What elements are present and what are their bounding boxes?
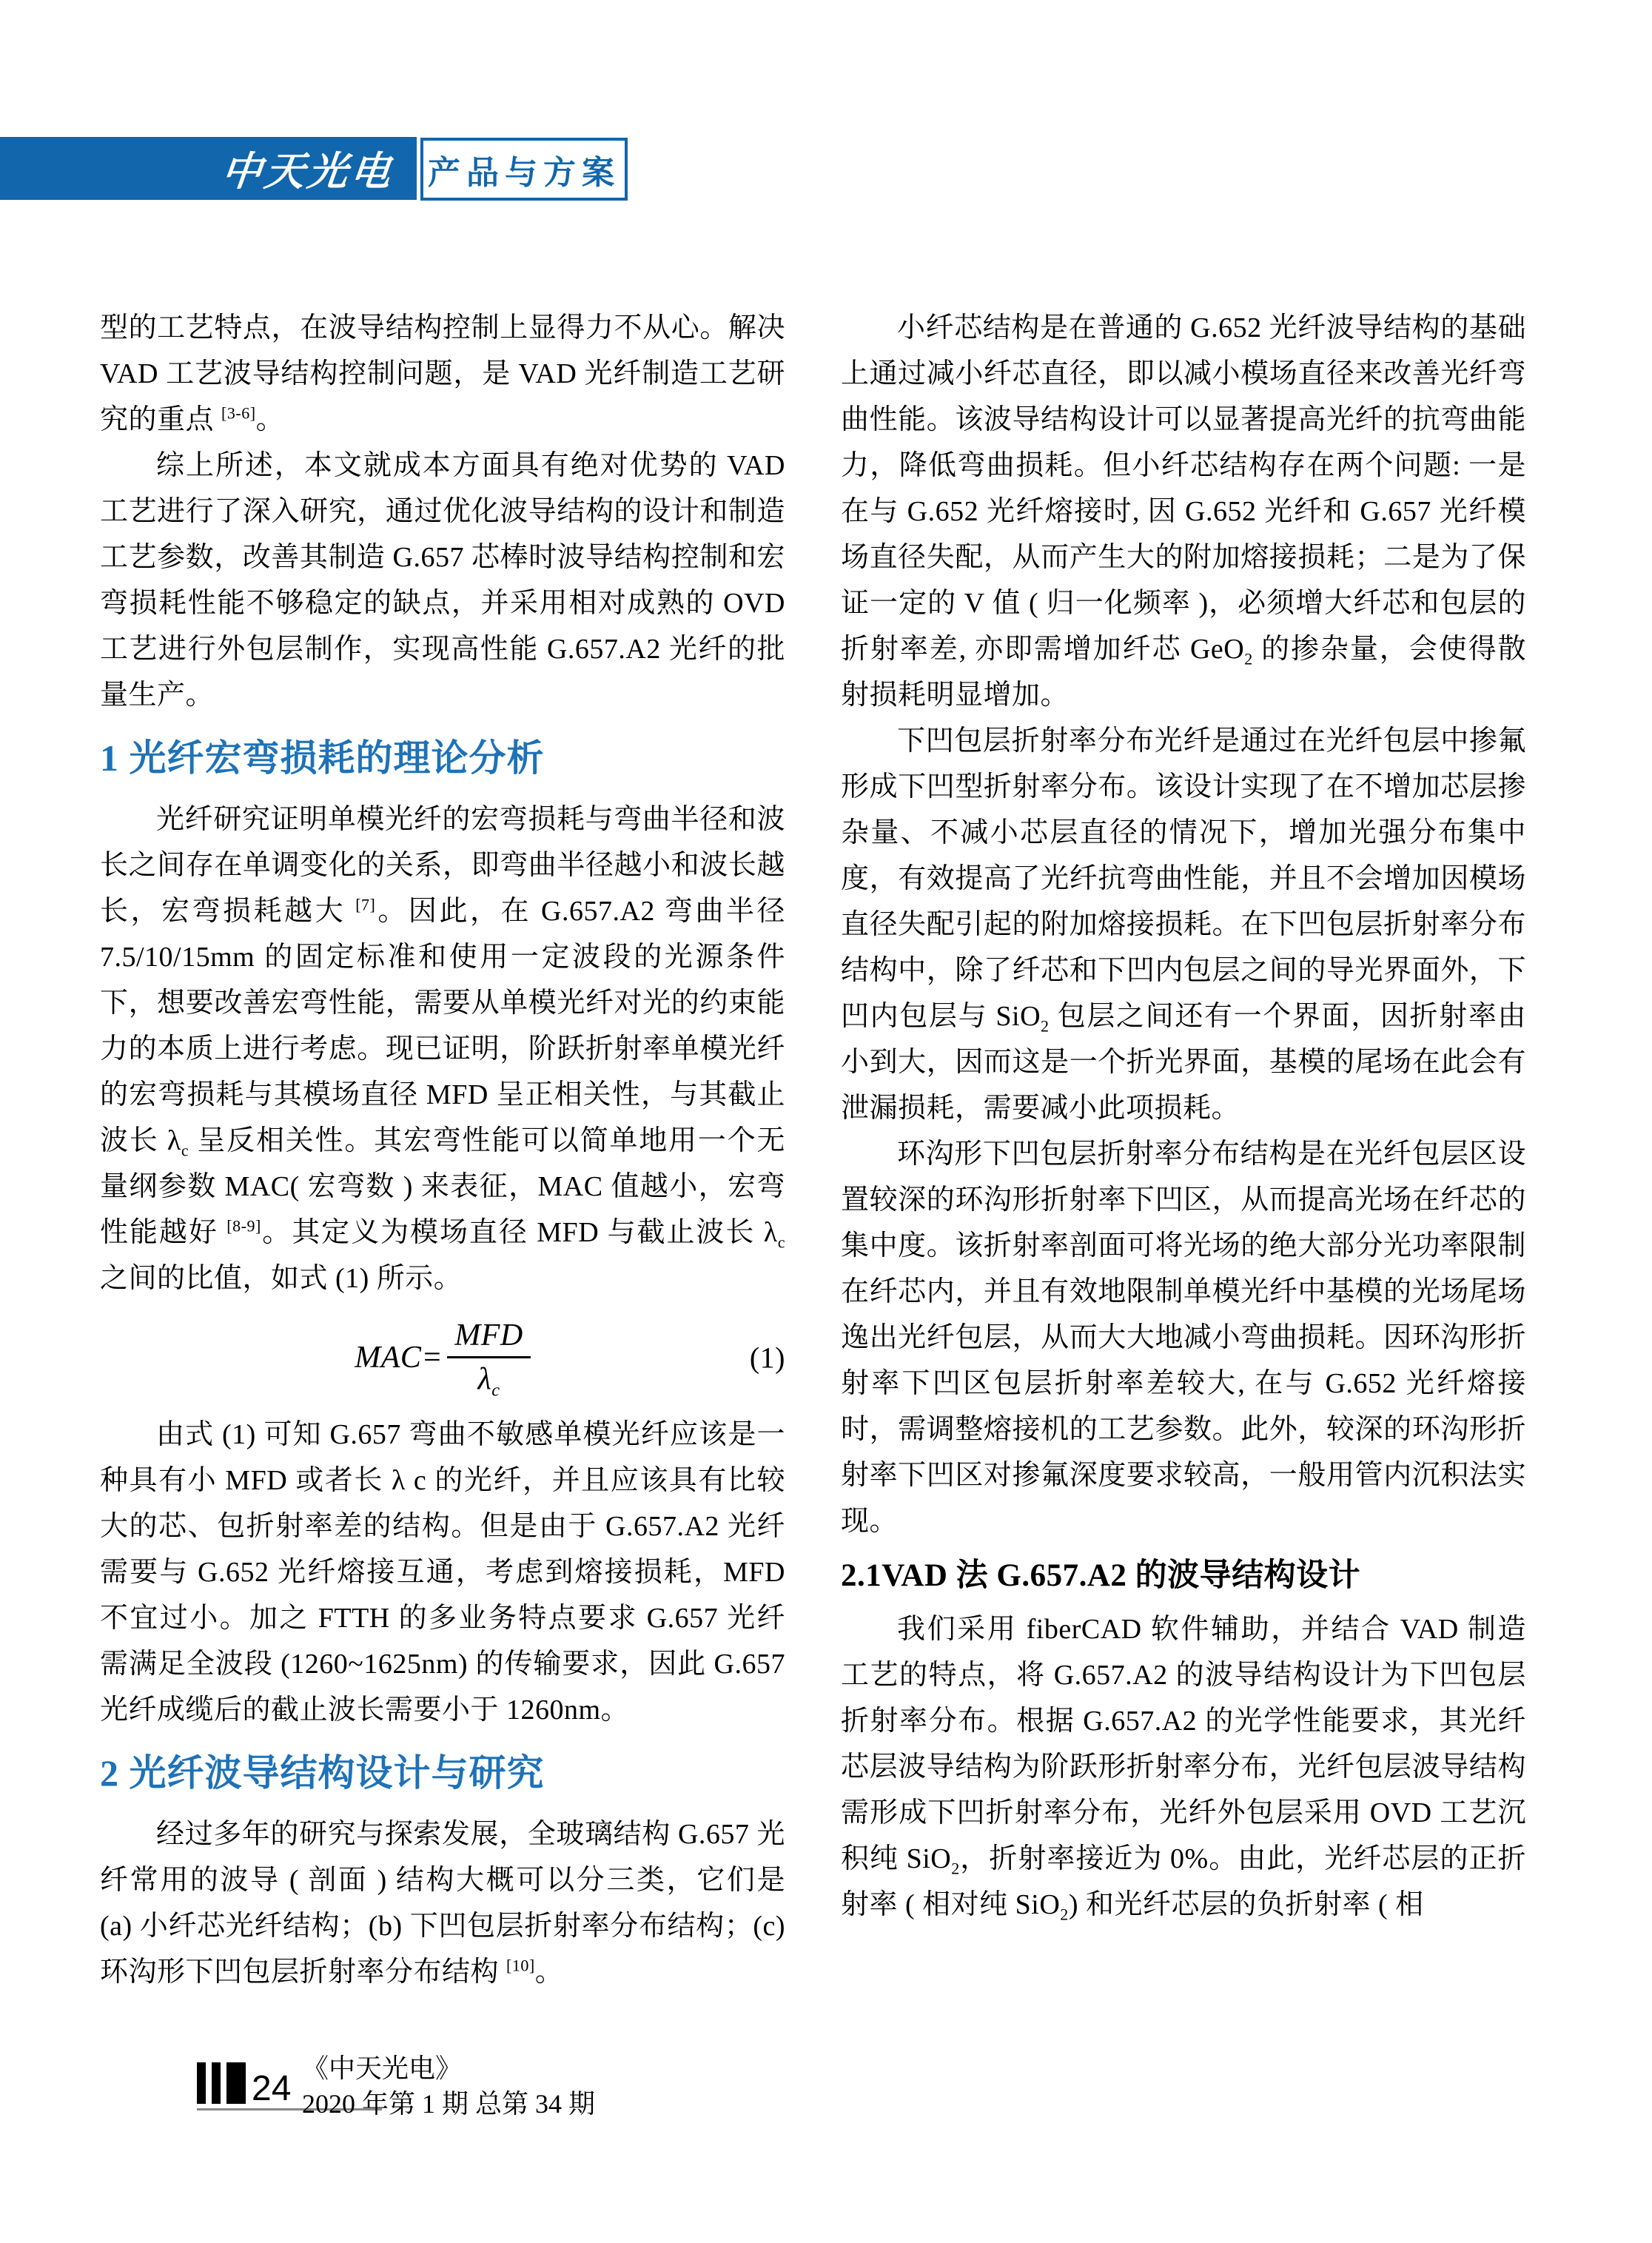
chemical-subscript: 2 — [951, 1859, 960, 1878]
chemical-subscript: c — [181, 1141, 189, 1160]
journal-logo: 中天光电 — [219, 150, 396, 194]
category-badge — [420, 138, 628, 201]
paragraph: 小纤芯结构是在普通的 G.652 光纤波导结构的基础上通过减小纤芯直径，即以减小模场直径来改善光纤弯曲性能。该波导结构设计可以显著提高光纤的抗弯曲能力，降低弯曲损耗。但小纤芯结构存在两个问题: 一是在与 G.652 光纤熔接时, 因 G.652 光纤和 G.657 光纤模场直径失配，从而产生大的附加熔接损耗；二是为了保证一定的 V 值 ( 归一化频率 )，必须增大纤芯和包层的折射率差, 亦即需增加纤芯 GeO$_2$ 的掺杂量，会使得散射损耗明显增加。 — [841, 312, 1526, 711]
right-column — [841, 305, 1526, 1928]
category-label: 产品与方案 — [428, 154, 620, 191]
reference-superscript: [10] — [506, 1956, 535, 1975]
equation-number: (1) — [749, 1341, 785, 1374]
paragraph: 我们采用 fiberCAD 软件辅助，并结合 VAD 制造工艺的特点，将 G.657.A2 的波导结构设计为下凹包层折射率分布。根据 G.657.A2 的光学性能要求，其光纤芯层波导结构为阶跃形折射率分布，光纤包层波导结构需形成下凹折射率分布，光纤外包层采用 OVD 工艺沉积纯 SiO$_2$，折射率接近为 0%。由此，光纤芯层的正折射率 ( 相对纯 SiO$_2$) 和光纤芯层的负折射率 ( 相 — [841, 1614, 1527, 1924]
paragraph: 综上所述，本文就成本方面具有绝对优势的 VAD 工艺进行了深入研究，通过优化波导结构的设计和制造工艺参数，改善其制造 G.657 芯棒时波导结构控制和宏弯损耗性能不够稳定的缺点，并采用相对成熟的 OVD 工艺进行外包层制作，实现高性能 G.657.A2 光纤的批量生产。 — [100, 450, 785, 711]
paragraph: 光纤研究证明单模光纤的宏弯损耗与弯曲半径和波长之间存在单调变化的关系，即弯曲半径越小和波长越长，宏弯损耗越大 [7]。因此，在 G.657.A2 弯曲半径 7.5/10/15mm 的固定标准和使用一定波段的光源条件下，想要改善宏弯性能，需要从单模光纤对光的约束能力的本质上进行考虑。现已证明，阶跃折射率单模光纤的宏弯损耗与其模场直径 MFD 呈正相关性，与其截止波长 $\lambda_c$ 呈反相关性。其宏弯性能可以简单地用一个无量纲参数 MAC( 宏弯数 ) 来表征，MAC 值越小，宏弯性能越好 [8-9]。其定义为模场直径 MFD 与截止波长 $\lambda_c$ 之间的比值，如式 (1) 所示。 — [100, 804, 785, 1294]
journal-info — [302, 2051, 595, 2122]
subsection-heading: 2.1VAD 法 G.657.A2 的波导结构设计 — [841, 1558, 1361, 1593]
left-column — [100, 305, 785, 1995]
page-footer — [0, 2053, 1652, 2119]
reference-superscript: [7] — [355, 895, 376, 914]
page-bars-icon — [197, 2062, 246, 2104]
journal-issue: 2020 年第 1 期 总第 34 期 — [302, 2089, 596, 2119]
paragraph: 环沟形下凹包层折射率分布结构是在光纤包层区设置较深的环沟形折射率下凹区，从而提高光场在纤芯的集中度。该折射率剖面可将光场的绝大部分光功率限制在纤芯内，并且有效地限制单模光纤中基模的光场尾场逸出光纤包层，从而大大地减小弯曲损耗。因环沟形折射率下凹区包层折射率差较大, 在与 G.652 光纤熔接时，需调整熔接机的工艺参数。此外，较深的环沟形折射率下凹区对掺氟深度要求较高，一般用管内沉积法实现。 — [841, 1139, 1526, 1537]
paragraph: 由式 (1) 可知 G.657 弯曲不敏感单模光纤应该是一种具有小 MFD 或者长 λ c 的光纤，并且应该具有比较大的芯、包折射率差的结构。但是由于 G.657.A2 光纤需要与 G.652 光纤熔接互通，考虑到熔接损耗，MFD 不宜过小。加之 FTTH 的多业务特点要求 G.657 光纤需满足全波段 (1260~1625nm) 的传输要求，因此 G.657 光纤成缆后的截止波长需要小于 1260nm。 — [100, 1419, 785, 1726]
paragraph: 下凹包层折射率分布光纤是通过在光纤包层中掺氟形成下凹型折射率分布。该设计实现了在不增加芯层掺杂量、不减小芯层直径的情况下，增加光强分布集中度，有效提高了光纤抗弯曲性能，并且不会增加因模场直径失配引起的附加熔接损耗。在下凹包层折射率分布结构中，除了纤芯和下凹内包层之间的导光界面外，下凹内包层与 SiO$_2$ 包层之间还有一个界面，因折射率由小到大，因而这是一个折光界面，基模的尾场在此会有泄漏损耗，需要减小此项损耗。 — [841, 725, 1526, 1124]
section-heading: 2 光纤波导结构设计与研究 — [100, 1752, 545, 1794]
reference-superscript: [8-9] — [226, 1216, 261, 1236]
chemical-subscript: c — [777, 1233, 785, 1252]
chemical-subscript: 2 — [1060, 1905, 1069, 1924]
paragraph: 经过多年的研究与探索发展，全玻璃结构 G.657 光纤常用的波导 ( 剖面 ) 结构大概可以分三类，它们是 (a) 小纤芯光纤结构；(b) 下凹包层折射率分布结构；(c) 环沟形下凹包层折射率分布结构 [10]。 — [100, 1819, 785, 1988]
journal-name: 《中天光电》 — [302, 2053, 463, 2083]
page-number: 24 — [252, 2069, 292, 2108]
section-heading: 1 光纤宏弯损耗的理论分析 — [100, 737, 545, 779]
chemical-subscript: 2 — [1244, 649, 1253, 668]
header-bar — [0, 137, 417, 200]
reference-superscript: [3-6] — [221, 403, 256, 423]
equation: MAC= $\frac{\text{MFD}}{\lambda_c}$ (1) — [100, 1316, 785, 1398]
chemical-subscript: 2 — [1041, 1016, 1050, 1036]
paragraph: 型的工艺特点，在波导结构控制上显得力不从心。解决 VAD 工艺波导结构控制问题，是 VAD 光纤制造工艺研究的重点 [3-6]。 — [100, 312, 785, 435]
